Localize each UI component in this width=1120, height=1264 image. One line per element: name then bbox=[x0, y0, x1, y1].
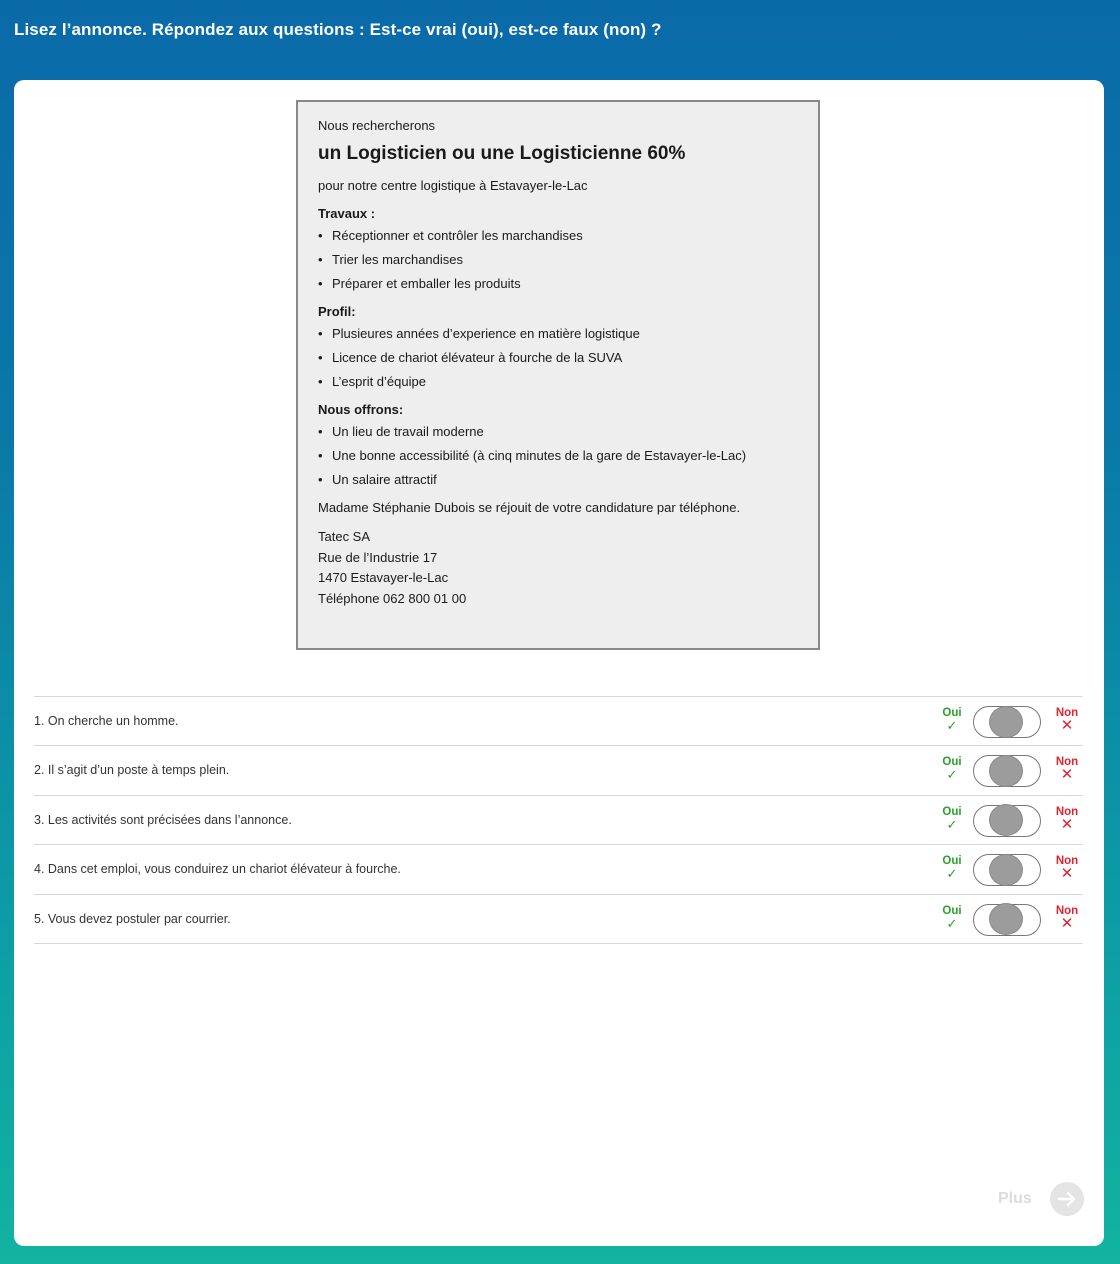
yes-no-toggle-group bbox=[933, 853, 1083, 887]
next-button[interactable] bbox=[994, 1182, 1084, 1216]
ad-list-item: • L’esprit d’équipe bbox=[318, 374, 798, 390]
yes-option[interactable] bbox=[941, 806, 963, 832]
instruction-title: Lisez l’annonce. Répondez aux questions : Est-ce vrai (oui), est-ce faux (non) ? bbox=[14, 20, 662, 39]
cross-icon: ✕ bbox=[1060, 865, 1074, 883]
no-label: Non bbox=[1055, 805, 1079, 818]
checkmark-icon: ✓ bbox=[946, 718, 958, 733]
yes-option[interactable] bbox=[941, 905, 963, 931]
ad-list-item: • Un salaire attractif bbox=[318, 472, 798, 488]
yes-no-toggle-group bbox=[933, 903, 1083, 937]
ad-intro: Nous rechercherons bbox=[318, 118, 436, 133]
question-row bbox=[34, 895, 1083, 944]
yes-option[interactable] bbox=[941, 756, 963, 782]
yes-no-switch[interactable] bbox=[973, 706, 1041, 738]
yes-no-toggle-group bbox=[933, 705, 1083, 739]
checkmark-icon: ✓ bbox=[946, 767, 958, 783]
no-option[interactable] bbox=[1053, 855, 1081, 881]
switch-knob[interactable] bbox=[989, 755, 1023, 787]
yes-label: Oui bbox=[942, 855, 962, 868]
ad-list-item: • Préparer et emballer les produits bbox=[318, 276, 798, 292]
switch-knob[interactable] bbox=[989, 706, 1023, 738]
question-text: 4. Dans cet emploi, vous conduirez un chariot élévateur à fourche. bbox=[34, 862, 401, 877]
cross-icon: ✕ bbox=[1060, 914, 1074, 932]
ad-closing: Madame Stéphanie Dubois se réjouit de votre candidature par téléphone. bbox=[318, 500, 741, 515]
ad-city: 1470 Estavayer-le-Lac bbox=[318, 570, 449, 585]
ad-list-item: • Réceptionner et contrôler les marchandises bbox=[318, 228, 798, 244]
yes-label: Oui bbox=[942, 904, 962, 917]
question-row bbox=[34, 697, 1083, 746]
question-text: 1. On cherche un homme. bbox=[34, 714, 179, 728]
ad-section-title: Nous offrons: bbox=[318, 402, 404, 417]
checkmark-icon: ✓ bbox=[946, 915, 958, 931]
yes-no-toggle-group bbox=[933, 754, 1083, 788]
ad-section-list bbox=[318, 424, 798, 488]
question-row bbox=[34, 796, 1083, 845]
checkmark-icon: ✓ bbox=[946, 816, 958, 832]
question-text: 3. Les activités sont précisées dans l’annonce. bbox=[34, 812, 292, 827]
question-text: 5. Vous devez postuler par courrier. bbox=[34, 911, 231, 926]
question-row bbox=[34, 746, 1083, 795]
switch-knob[interactable] bbox=[989, 804, 1023, 836]
ad-address bbox=[318, 527, 798, 609]
ad-section-list bbox=[318, 228, 798, 292]
switch-knob[interactable] bbox=[989, 903, 1023, 935]
ad-headline: un Logisticien ou une Logisticienne 60% bbox=[318, 143, 686, 164]
ad-company: Tatec SA bbox=[318, 529, 371, 544]
yes-no-switch[interactable] bbox=[973, 904, 1041, 936]
yes-label: Oui bbox=[942, 805, 962, 818]
question-row bbox=[34, 845, 1083, 894]
cross-icon: ✕ bbox=[1060, 717, 1074, 734]
no-label: Non bbox=[1055, 855, 1079, 868]
cross-icon: ✕ bbox=[1060, 815, 1074, 833]
ad-phone: Téléphone 062 800 01 00 bbox=[318, 590, 467, 606]
switch-knob[interactable] bbox=[989, 854, 1023, 886]
yes-option[interactable] bbox=[941, 855, 963, 881]
arrow-right-icon bbox=[1050, 1182, 1084, 1216]
yes-no-switch[interactable] bbox=[973, 854, 1041, 886]
ad-list-item: • Licence de chariot élévateur à fourche de la SUVA bbox=[318, 350, 798, 366]
no-option[interactable] bbox=[1053, 806, 1081, 832]
yes-label: Oui bbox=[942, 707, 962, 719]
ad-street: Rue de l’Industrie 17 bbox=[318, 549, 438, 565]
ad-list-item: • Une bonne accessibilité (à cinq minutes de la gare de Estavayer-le-Lac) bbox=[318, 448, 798, 464]
yes-no-switch[interactable] bbox=[973, 805, 1041, 837]
checkmark-icon: ✓ bbox=[946, 866, 958, 882]
ad-section-list bbox=[318, 326, 798, 390]
ad-section-title: Travaux : bbox=[318, 206, 376, 221]
no-option[interactable] bbox=[1053, 707, 1081, 733]
ad-list-item: • Un lieu de travail moderne bbox=[318, 424, 798, 440]
yes-no-toggle-group bbox=[933, 804, 1083, 838]
ad-location: pour notre centre logistique à Estavayer-le-Lac bbox=[318, 178, 588, 193]
job-advertisement bbox=[296, 100, 820, 650]
question-text: 2. Il s’agit d’un poste à temps plein. bbox=[34, 763, 230, 778]
no-label: Non bbox=[1055, 756, 1079, 769]
yes-option[interactable] bbox=[941, 707, 963, 733]
no-option[interactable] bbox=[1053, 756, 1081, 782]
exercise-card bbox=[14, 80, 1104, 1246]
no-label: Non bbox=[1055, 904, 1079, 917]
next-label: Plus bbox=[998, 1190, 1032, 1207]
yes-label: Oui bbox=[942, 756, 962, 769]
cross-icon: ✕ bbox=[1060, 766, 1074, 784]
no-label: Non bbox=[1055, 707, 1079, 719]
ad-list-item: • Trier les marchandises bbox=[318, 252, 798, 268]
ad-list-item: • Plusieures années d’experience en matière logistique bbox=[318, 326, 798, 342]
ad-section-title: Profil: bbox=[318, 304, 356, 319]
question-list bbox=[34, 696, 1083, 944]
yes-no-switch[interactable] bbox=[973, 755, 1041, 787]
no-option[interactable] bbox=[1053, 905, 1081, 931]
